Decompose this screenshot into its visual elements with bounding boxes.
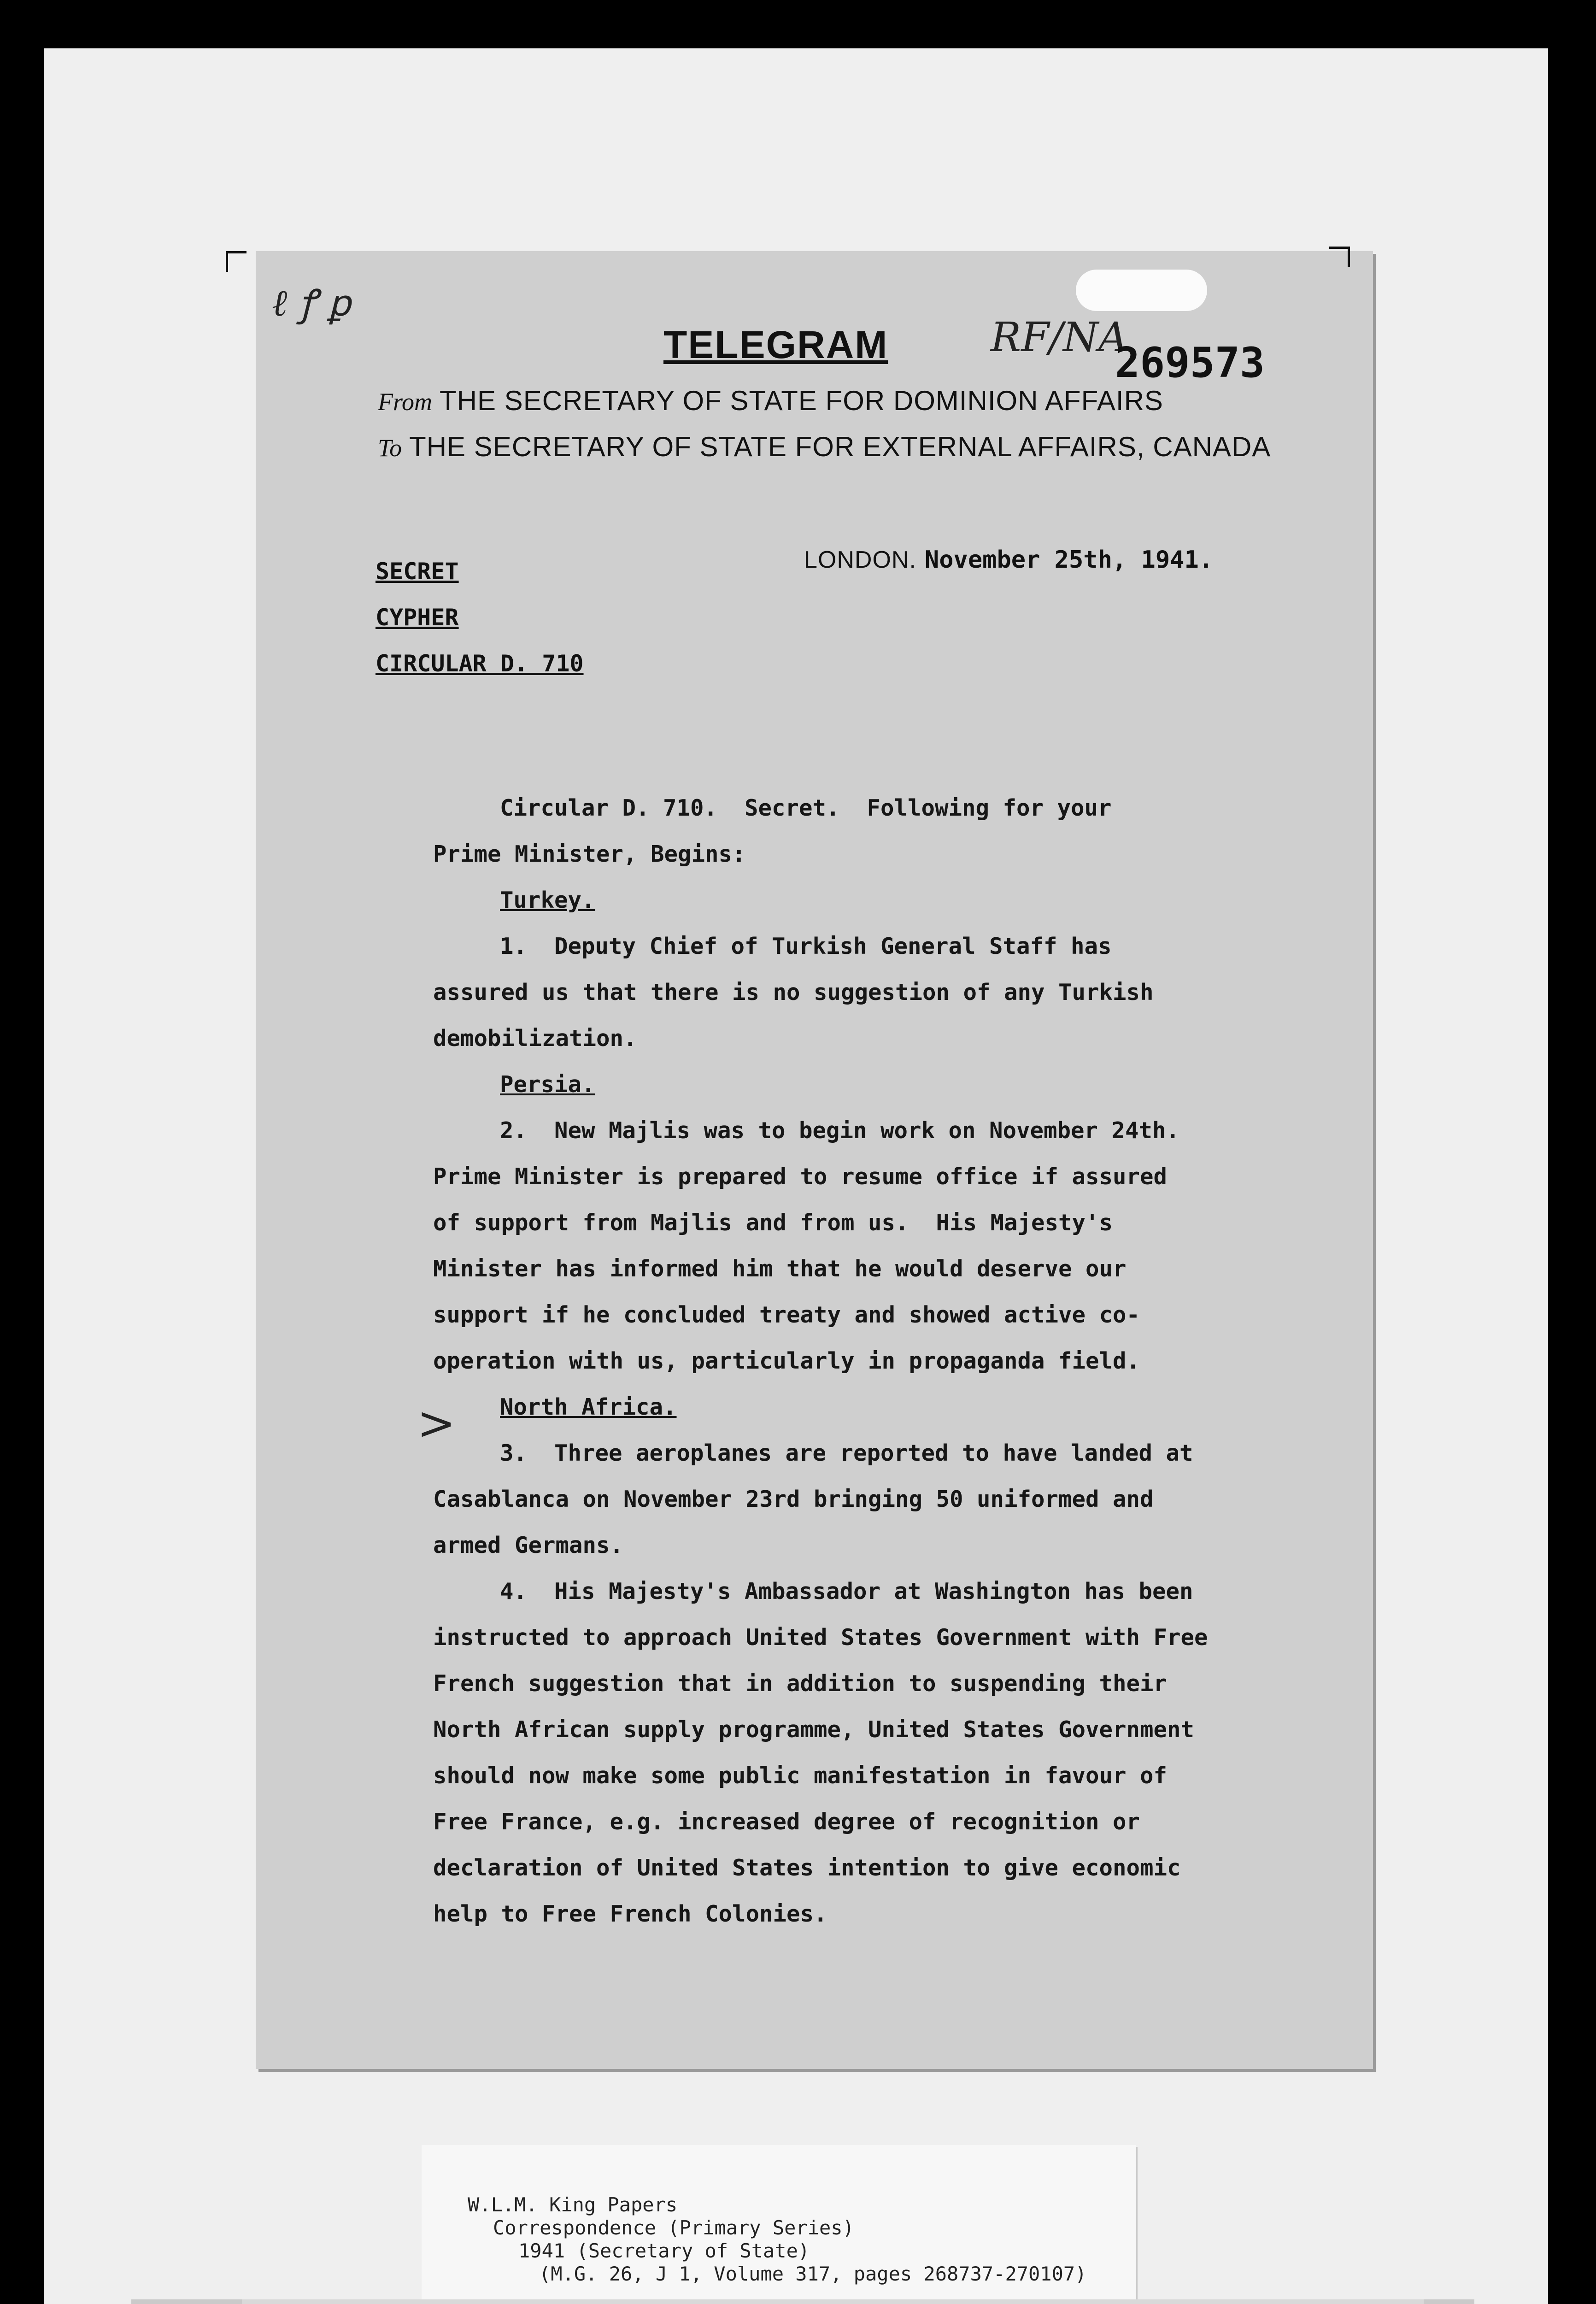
archive-label-line-4: (M.G. 26, J 1, Volume 317, pages 268737-270107) bbox=[539, 2263, 1087, 2285]
para-4-line-5: should now make some public manifestation in favour of bbox=[433, 1763, 1168, 1789]
para-4-line-8: help to Free French Colonies. bbox=[433, 1901, 827, 1927]
document-number: 269573 bbox=[1115, 339, 1265, 387]
heading-turkey: Turkey. bbox=[500, 887, 595, 913]
corner-mark-left bbox=[226, 251, 246, 272]
para-2-line-4: Minister has informed him that he would deserve our bbox=[433, 1256, 1127, 1282]
telegram-title: TELEGRAM bbox=[663, 323, 888, 366]
to-text: THE SECRETARY OF STATE FOR EXTERNAL AFFAIRS, CANADA bbox=[409, 431, 1271, 462]
handwritten-initials: ℓ ꝭ ꝑ bbox=[272, 282, 351, 324]
intro-line-2: Prime Minister, Begins: bbox=[433, 841, 746, 867]
from-line bbox=[378, 385, 1163, 417]
dateline bbox=[804, 546, 1213, 574]
from-text: THE SECRETARY OF STATE FOR DOMINION AFFAIRS bbox=[440, 385, 1163, 416]
banner-edge-left bbox=[131, 2299, 242, 2304]
telegram-sheet bbox=[256, 251, 1373, 2069]
heading-persia: Persia. bbox=[500, 1071, 595, 1098]
banner-edge-right bbox=[1424, 2299, 1474, 2304]
para-3-line-2: Casablanca on November 23rd bringing 50 uniformed and bbox=[433, 1486, 1154, 1512]
para-4-line-1: 4. His Majesty's Ambassador at Washington has been bbox=[500, 1578, 1193, 1605]
tape-patch bbox=[1076, 270, 1207, 311]
classification-block bbox=[376, 548, 584, 687]
heading-north-africa: North Africa. bbox=[500, 1394, 677, 1420]
place: LONDON. bbox=[804, 547, 916, 573]
para-2-line-5: support if he concluded treaty and showed active co- bbox=[433, 1302, 1140, 1328]
para-3-line-1: 3. Three aeroplanes are reported to have landed at bbox=[500, 1440, 1193, 1466]
classification-secret: SECRET bbox=[376, 558, 459, 585]
para-2-line-6: operation with us, particularly in propaganda field. bbox=[433, 1348, 1140, 1374]
archive-label-line-2: Correspondence (Primary Series) bbox=[493, 2216, 854, 2239]
para-2-line-3: of support from Majlis and from us. His Majesty's bbox=[433, 1210, 1113, 1236]
para-2-line-1: 2. New Majlis was to begin work on November 24th. bbox=[500, 1117, 1180, 1144]
para-3-line-3: armed Germans. bbox=[433, 1532, 624, 1558]
para-1-line-2: assured us that there is no suggestion of any Turkish bbox=[433, 979, 1154, 1005]
archive-label-line-1: W.L.M. King Papers bbox=[468, 2193, 678, 2216]
date: November 25th, 1941. bbox=[924, 546, 1214, 574]
para-1-line-3: demobilization. bbox=[433, 1025, 637, 1052]
para-4-line-3: French suggestion that in addition to suspending their bbox=[433, 1670, 1168, 1697]
para-4-line-6: Free France, e.g. increased degree of recognition or bbox=[433, 1809, 1140, 1835]
to-line bbox=[378, 431, 1271, 463]
para-4-line-2: instructed to approach United States Government with Free bbox=[433, 1624, 1208, 1651]
para-4-line-7: declaration of United States intention to give economic bbox=[433, 1855, 1181, 1881]
margin-mark: > bbox=[417, 1396, 456, 1450]
para-1-line-1: 1. Deputy Chief of Turkish General Staff has bbox=[500, 933, 1112, 959]
para-2-line-2: Prime Minister is prepared to resume office if assured bbox=[433, 1164, 1168, 1190]
intro-line-1: Circular D. 710. Secret. Following for your bbox=[500, 795, 1112, 821]
para-4-line-4: North African supply programme, United States Government bbox=[433, 1716, 1195, 1743]
classification-circular: CIRCULAR D. 710 bbox=[376, 650, 584, 677]
to-label: To bbox=[378, 434, 402, 462]
archive-reference-label bbox=[422, 2145, 1136, 2304]
archive-label-line-3: 1941 (Secretary of State) bbox=[518, 2239, 810, 2262]
archives-banner bbox=[131, 2299, 1474, 2304]
handwritten-code: RF/NA bbox=[991, 313, 1128, 361]
from-label: From bbox=[378, 388, 432, 416]
classification-cypher: CYPHER bbox=[376, 604, 459, 631]
corner-mark-right bbox=[1329, 247, 1350, 267]
